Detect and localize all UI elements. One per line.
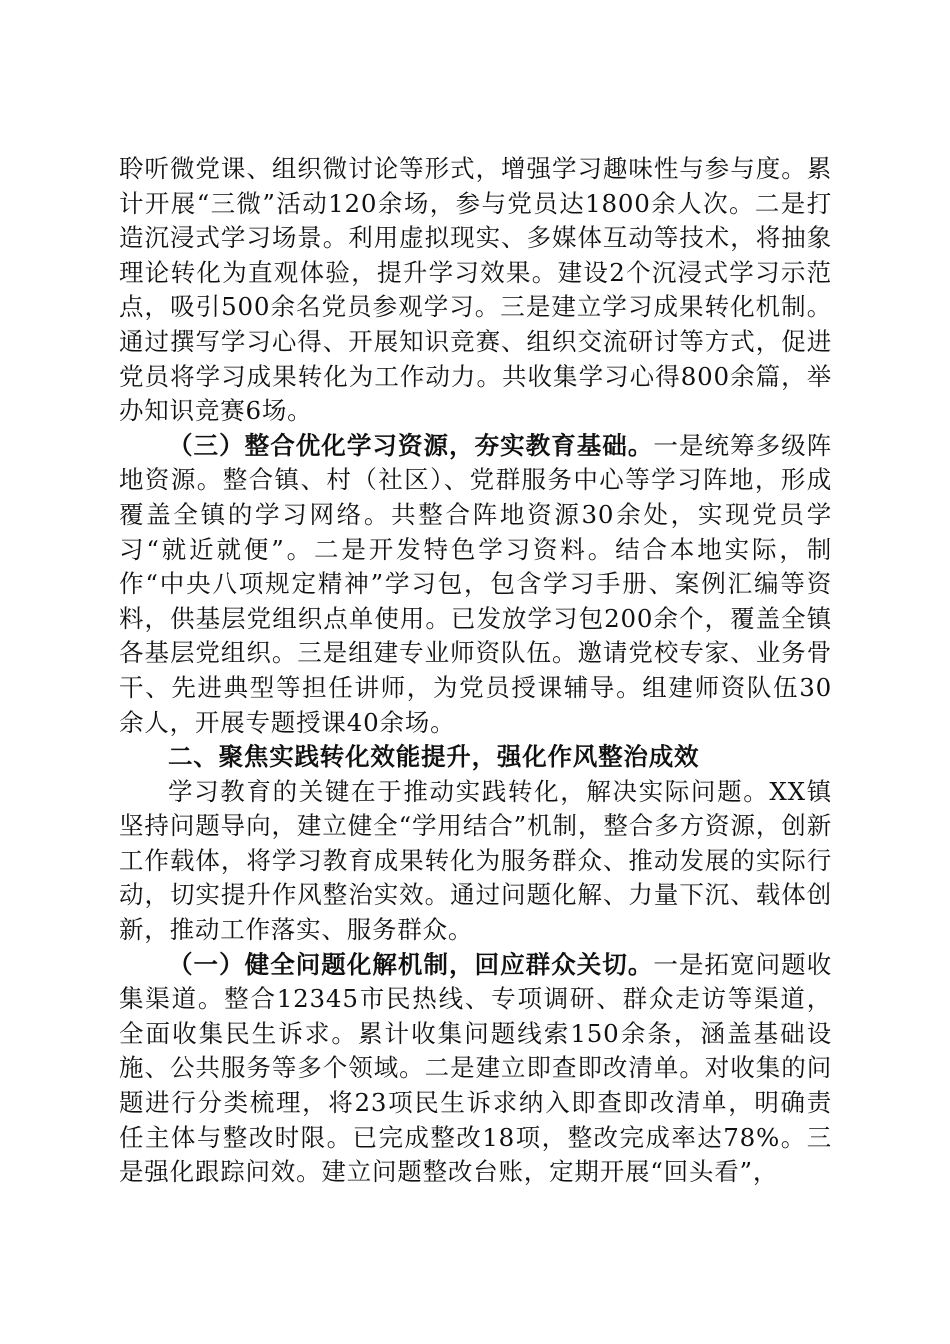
paragraph-text: 一是拓宽问题收集渠道。整合12345市民热线、专项调研、群众走访等渠道，全面收集民生诉求。累计收集问题线索150余条，涵盖基础设施、公共服务等多个领域。二是建立即查即改清单。对收集的问题进行分类梳理，将23项民生诉求纳入即查即改清单，明确责任主体与整改时限。已完成整改18项，整改完成率达78%。三是强化跟踪问效。建立问题整改台账，定期开展“回头看”， bbox=[119, 949, 832, 1187]
paragraph-text: 一是统筹多级阵地资源。整合镇、村（社区）、党群服务中心等学习阵地，形成覆盖全镇的学习网络。共整合阵地资源30余处，实现党员学习“就近就便”。二是开发特色学习资料。结合本地实际，制作“中央八项规定精神”学习包，包含学习手册、案例汇编等资料，供基层党组织点单使用。已发放学习包200余个，覆盖全镇各基层党组织。三是组建专业师资队伍。邀请党校专家、业务骨干、先进典型等担任讲师，为党员授课辅导。组建师资队伍30余人，开展专题授课40余场。 bbox=[119, 430, 832, 737]
paragraph-learning-resources bbox=[119, 429, 832, 740]
paragraph-continuation: 聆听微党课、组织微讨论等形式，增强学习趣味性与参与度。累计开展“三微”活动120余场，参与党员达1800余人次。二是打造沉浸式学习场景。利用虚拟现实、多媒体互动等技术，将抽象理论转化为直观体验，提升学习效果。建设2个沉浸式学习示范点，吸引500余名党员参观学习。三是建立学习成果转化机制。通过撰写学习心得、开展知识竞赛、组织交流研讨等方式，促进党员将学习成果转化为工作动力。共收集学习心得800余篇，举办知识竞赛6场。 bbox=[119, 154, 832, 426]
paragraph-lead: （一）健全问题化解机制，回应群众关切。 bbox=[168, 949, 654, 979]
paragraph-problem-resolution bbox=[119, 948, 832, 1190]
paragraph-practice-intro: 学习教育的关键在于推动实践转化，解决实际问题。XX镇坚持问题导向，建立健全“学用结合”机制，整合多方资源，创新工作载体，将学习教育成果转化为服务群众、推动发展的实际行动，切实提升作风整治实效。通过问题化解、力量下沉、载体创新，推动工作落实、服务群众。 bbox=[119, 776, 832, 945]
paragraph-lead: （三）整合优化学习资源，夯实教育基础。 bbox=[168, 430, 654, 460]
section-heading: 二、聚焦实践转化效能提升，强化作风整治成效 bbox=[168, 742, 700, 772]
document-body bbox=[119, 152, 832, 1190]
